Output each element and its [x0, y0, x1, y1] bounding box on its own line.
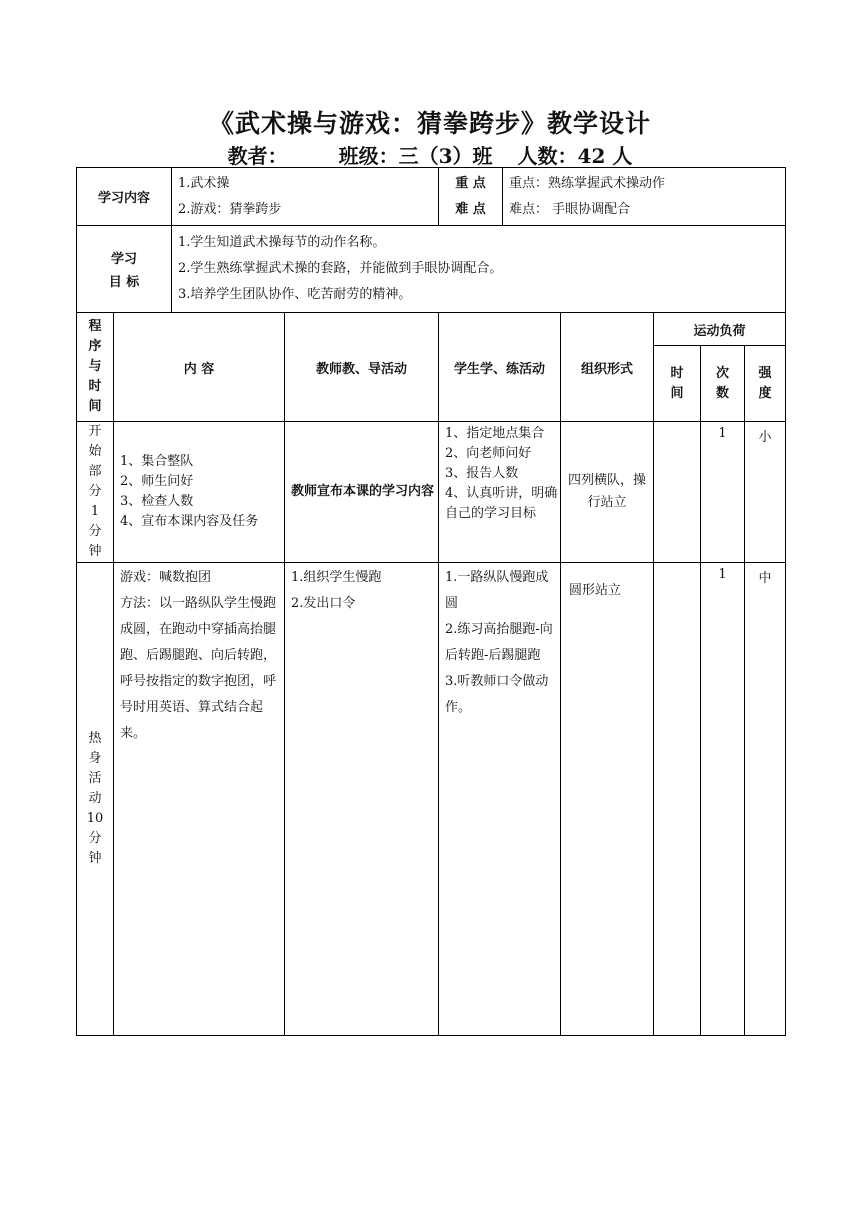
student-item: 4、认真听讲，明确自己的学习目标	[445, 486, 558, 521]
learning-goals-cell	[172, 226, 786, 313]
content-item: 1、集合整队	[120, 454, 194, 469]
stage-char: 活	[88, 771, 102, 786]
start-intensity-cell: 小	[745, 422, 786, 563]
document-subtitle	[0, 140, 860, 169]
learning-content-row	[77, 168, 786, 226]
start-content-cell	[114, 422, 285, 563]
content-item: 方法：以一路纵队学生慢跑成圆，在跑动中穿插高抬腿跑、后踢腿跑、向后转跑，呼号按指定的数字抱团，呼号时用英语、算式结合起来。	[120, 596, 277, 741]
stage-char: 动	[88, 791, 102, 806]
stage-char: 开	[88, 424, 102, 439]
header-char: 时	[88, 379, 102, 394]
key-difficulty-label-cell	[439, 168, 503, 226]
difficulty-text: 难点： 手眼协调配合	[509, 201, 631, 217]
header-char: 数	[716, 385, 730, 401]
lesson-plan-table	[76, 167, 786, 1036]
intensity-column-header	[745, 346, 786, 422]
warmup-intensity-cell: 中	[745, 563, 786, 1036]
header-char: 间	[670, 385, 684, 401]
document-title: 《武术操与游戏：猜拳跨步》教学设计	[208, 109, 651, 138]
student-item: 2.练习高抬腿跑-向后转跑-后踢腿跑	[445, 622, 553, 663]
key-point-text: 重点：熟练掌握武术操动作	[509, 175, 666, 191]
column-header-row	[77, 313, 786, 346]
stage-char: 热	[88, 731, 102, 746]
header-char: 序	[88, 339, 102, 354]
teacher-item: 1.组织学生慢跑	[291, 570, 382, 585]
difficulty-label: 难 点	[455, 201, 486, 217]
start-teacher-cell: 教师宣布本课的学习内容	[285, 422, 439, 563]
stage-char: 分	[88, 484, 102, 499]
stage-char: 钟	[88, 851, 102, 866]
key-point-label: 重 点	[455, 175, 486, 191]
stage-char: 10	[86, 811, 104, 826]
stage-char: 始	[88, 444, 102, 459]
stage-char: 部	[88, 464, 102, 479]
student-count-field: 人数：42 人	[517, 144, 633, 168]
learning-content-cell	[172, 168, 439, 226]
learning-goal-item: 1.学生知道武术操每节的动作名称。	[178, 235, 386, 250]
student-item: 1.一路纵队慢跑成圆	[445, 570, 549, 611]
warmup-organization-cell: 圆形站立	[561, 563, 654, 1036]
header-char: 度	[758, 385, 772, 401]
stage-char: 钟	[88, 544, 102, 559]
exercise-load-header: 运动负荷	[654, 313, 786, 346]
learning-goals-row	[77, 226, 786, 313]
header-char: 间	[88, 399, 102, 414]
start-organization-cell: 四列横队，操行站立	[561, 422, 654, 563]
student-item: 1、指定地点集合	[445, 426, 545, 441]
organization-column-header: 组织形式	[561, 313, 654, 422]
header-char: 时	[670, 365, 684, 381]
content-item: 3、检查人数	[120, 494, 194, 509]
stage-char: 1	[90, 504, 100, 519]
class-field: 班级：三（3）班	[338, 144, 493, 168]
learning-content-item: 2.游戏：猜拳跨步	[178, 201, 282, 217]
warmup-teacher-cell	[285, 563, 439, 1036]
key-difficulty-cell	[503, 168, 786, 226]
start-time-cell	[654, 422, 701, 563]
learning-goal-item: 2.学生熟练掌握武术操的套路，并能做到手眼协调配合。	[178, 261, 503, 276]
header-char: 程	[88, 319, 102, 334]
stage-char: 身	[88, 751, 102, 766]
learning-content-label: 学习内容	[77, 168, 172, 226]
start-count-cell: 1	[701, 422, 745, 563]
learning-goals-label-line: 目 标	[108, 275, 140, 290]
learning-goals-label-line: 学习	[111, 252, 138, 267]
start-student-cell	[439, 422, 561, 563]
warmup-section-row	[77, 563, 786, 1036]
start-stage-cell	[77, 422, 114, 563]
student-column-header: 学生学、练活动	[439, 313, 561, 422]
warmup-content-cell	[114, 563, 285, 1036]
content-item: 游戏：喊数抱团	[120, 570, 212, 585]
time-column-header	[654, 346, 701, 422]
student-item: 3、报告人数	[445, 466, 519, 481]
content-item: 2、师生问好	[120, 474, 194, 489]
stage-char: 分	[88, 524, 102, 539]
warmup-student-cell	[439, 563, 561, 1036]
content-column-header: 内 容	[114, 313, 285, 422]
warmup-time-cell	[654, 563, 701, 1036]
count-column-header	[701, 346, 745, 422]
start-section-row	[77, 422, 786, 563]
header-char: 强	[758, 365, 772, 381]
header-char: 次	[716, 365, 730, 381]
stage-column-header	[77, 313, 114, 422]
header-char: 与	[88, 359, 102, 374]
student-item: 2、向老师问好	[445, 446, 532, 461]
learning-goal-item: 3.培养学生团队协作、吃苦耐劳的精神。	[178, 287, 412, 302]
learning-goals-label	[77, 226, 172, 313]
teacher-column-header: 教师教、导活动	[285, 313, 439, 422]
warmup-stage-cell	[77, 563, 114, 1036]
content-item: 4、宣布本课内容及任务	[120, 514, 259, 529]
learning-content-item: 1.武术操	[178, 175, 230, 191]
teacher-field: 教者：	[227, 144, 288, 168]
warmup-count-cell: 1	[701, 563, 745, 1036]
stage-char: 分	[88, 831, 102, 846]
teacher-item: 2.发出口令	[291, 596, 356, 611]
student-item: 3.听教师口令做动作。	[445, 674, 549, 715]
